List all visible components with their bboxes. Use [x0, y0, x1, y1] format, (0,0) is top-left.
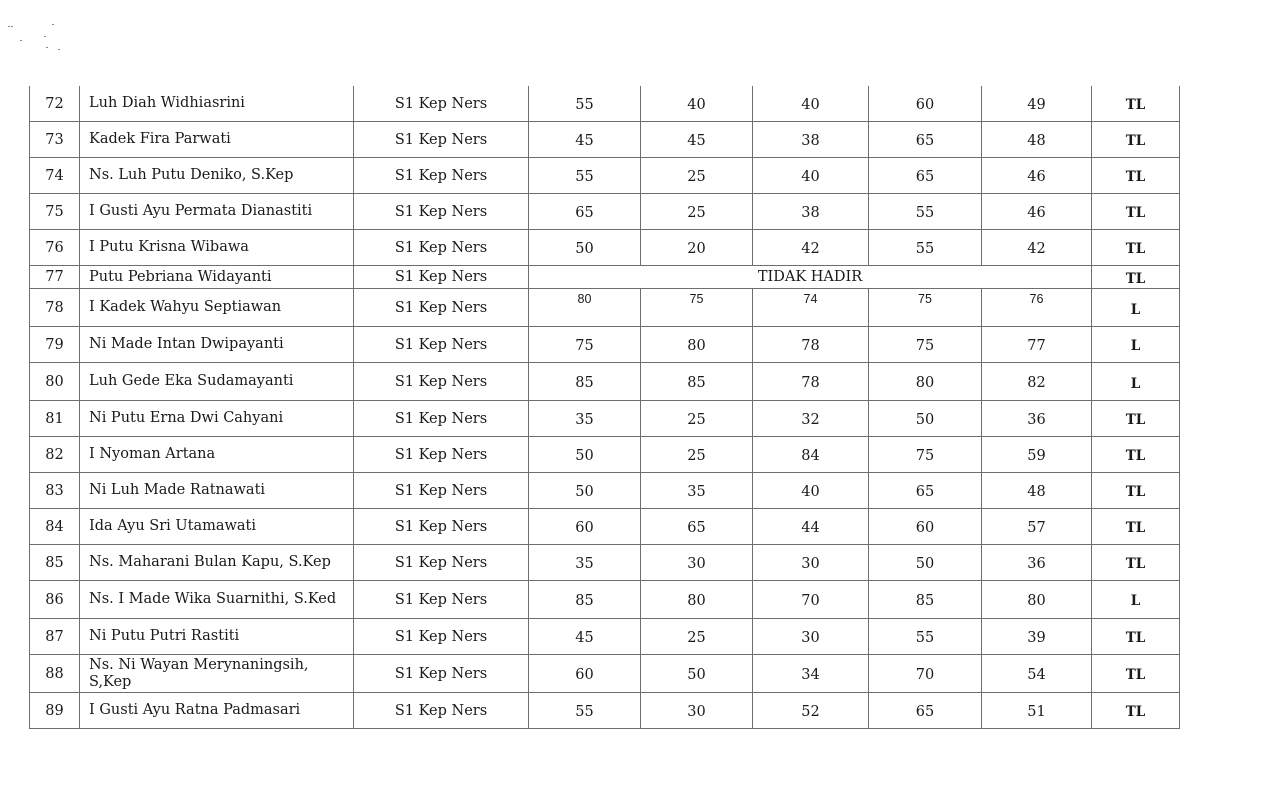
status-badge: L [1092, 327, 1180, 363]
score-1: 60 [529, 655, 641, 693]
table-row [30, 230, 1180, 266]
student-name: Ni Putu Erna Dwi Cahyani [80, 401, 354, 437]
study-program: S1 Kep Ners [354, 401, 529, 437]
row-number: 89 [30, 693, 80, 729]
score-1: 50 [529, 230, 641, 266]
status-badge: TL [1092, 122, 1180, 158]
score-3: 30 [753, 619, 869, 655]
study-program: S1 Kep Ners [354, 289, 529, 327]
score-3: 70 [753, 581, 869, 619]
score-4: 80 [869, 363, 982, 401]
score-2: 30 [641, 545, 753, 581]
score-3: 44 [753, 509, 869, 545]
student-name: I Gusti Ayu Permata Dianastiti [80, 194, 354, 230]
status-badge: TL [1092, 86, 1180, 122]
row-number: 86 [30, 581, 80, 619]
score-3: 38 [753, 194, 869, 230]
average-score: 82 [982, 363, 1092, 401]
status-badge: TL [1092, 158, 1180, 194]
absent-label: TIDAK HADIR [529, 266, 1092, 289]
study-program: S1 Kep Ners [354, 363, 529, 401]
score-2: 35 [641, 473, 753, 509]
score-1: 55 [529, 693, 641, 729]
row-number: 79 [30, 327, 80, 363]
score-3: 78 [753, 327, 869, 363]
score-3: 78 [753, 363, 869, 401]
table-row [30, 289, 1180, 327]
table-row [30, 122, 1180, 158]
table-row [30, 655, 1180, 693]
student-name: Luh Gede Eka Sudamayanti [80, 363, 354, 401]
score-3: 74 [753, 289, 869, 327]
average-score: 48 [982, 473, 1092, 509]
student-name: I Kadek Wahyu Septiawan [80, 289, 354, 327]
score-3: 30 [753, 545, 869, 581]
row-number: 87 [30, 619, 80, 655]
status-badge: TL [1092, 230, 1180, 266]
student-name: Ns. Ni Wayan Merynaningsih, S,Kep [80, 655, 354, 693]
student-name: I Putu Krisna Wibawa [80, 230, 354, 266]
score-1: 50 [529, 437, 641, 473]
study-program: S1 Kep Ners [354, 194, 529, 230]
row-number: 75 [30, 194, 80, 230]
score-1: 55 [529, 158, 641, 194]
status-badge: TL [1092, 266, 1180, 289]
table-row [30, 581, 1180, 619]
study-program: S1 Kep Ners [354, 266, 529, 289]
score-1: 35 [529, 401, 641, 437]
score-2: 45 [641, 122, 753, 158]
row-number: 73 [30, 122, 80, 158]
study-program: S1 Kep Ners [354, 230, 529, 266]
row-number: 80 [30, 363, 80, 401]
average-score: 39 [982, 619, 1092, 655]
student-name: I Nyoman Artana [80, 437, 354, 473]
study-program: S1 Kep Ners [354, 693, 529, 729]
average-score: 46 [982, 158, 1092, 194]
table-row [30, 194, 1180, 230]
student-name: Ns. Luh Putu Deniko, S.Kep [80, 158, 354, 194]
average-score: 54 [982, 655, 1092, 693]
average-score: 42 [982, 230, 1092, 266]
score-1: 80 [529, 289, 641, 327]
study-program: S1 Kep Ners [354, 509, 529, 545]
score-2: 80 [641, 581, 753, 619]
table-row [30, 545, 1180, 581]
student-name: Ni Putu Putri Rastiti [80, 619, 354, 655]
average-score: 36 [982, 545, 1092, 581]
score-2: 25 [641, 194, 753, 230]
study-program: S1 Kep Ners [354, 158, 529, 194]
status-badge: L [1092, 289, 1180, 327]
score-3: 40 [753, 86, 869, 122]
score-3: 38 [753, 122, 869, 158]
average-score: 80 [982, 581, 1092, 619]
status-badge: TL [1092, 194, 1180, 230]
score-4: 60 [869, 86, 982, 122]
score-1: 45 [529, 122, 641, 158]
status-badge: TL [1092, 655, 1180, 693]
table-row [30, 363, 1180, 401]
score-2: 25 [641, 401, 753, 437]
score-4: 65 [869, 158, 982, 194]
study-program: S1 Kep Ners [354, 655, 529, 693]
student-name: I Gusti Ayu Ratna Padmasari [80, 693, 354, 729]
score-1: 85 [529, 363, 641, 401]
table-row [30, 86, 1180, 122]
row-number: 72 [30, 86, 80, 122]
score-2: 25 [641, 158, 753, 194]
status-badge: L [1092, 363, 1180, 401]
table-row [30, 327, 1180, 363]
score-3: 84 [753, 437, 869, 473]
score-4: 75 [869, 327, 982, 363]
student-name: Putu Pebriana Widayanti [80, 266, 354, 289]
table-row [30, 266, 1180, 289]
score-3: 32 [753, 401, 869, 437]
average-score: 51 [982, 693, 1092, 729]
study-program: S1 Kep Ners [354, 437, 529, 473]
row-number: 83 [30, 473, 80, 509]
status-badge: L [1092, 581, 1180, 619]
score-2: 25 [641, 437, 753, 473]
grades-body [30, 86, 1180, 729]
average-score: 77 [982, 327, 1092, 363]
table-row [30, 437, 1180, 473]
student-name: Ns. I Made Wika Suarnithi, S.Ked [80, 581, 354, 619]
average-score: 59 [982, 437, 1092, 473]
score-3: 34 [753, 655, 869, 693]
score-4: 75 [869, 437, 982, 473]
score-2: 65 [641, 509, 753, 545]
table-row [30, 693, 1180, 729]
score-2: 20 [641, 230, 753, 266]
score-3: 40 [753, 158, 869, 194]
row-number: 81 [30, 401, 80, 437]
student-name: Kadek Fira Parwati [80, 122, 354, 158]
score-1: 85 [529, 581, 641, 619]
row-number: 88 [30, 655, 80, 693]
table-row [30, 401, 1180, 437]
grades-table [29, 86, 1180, 729]
average-score: 49 [982, 86, 1092, 122]
row-number: 84 [30, 509, 80, 545]
status-badge: TL [1092, 437, 1180, 473]
score-4: 70 [869, 655, 982, 693]
score-1: 50 [529, 473, 641, 509]
study-program: S1 Kep Ners [354, 581, 529, 619]
status-badge: TL [1092, 401, 1180, 437]
scan-specks [6, 22, 66, 52]
score-3: 42 [753, 230, 869, 266]
score-4: 55 [869, 230, 982, 266]
score-1: 65 [529, 194, 641, 230]
status-badge: TL [1092, 473, 1180, 509]
status-badge: TL [1092, 693, 1180, 729]
student-name: Ni Luh Made Ratnawati [80, 473, 354, 509]
score-4: 85 [869, 581, 982, 619]
student-name: Ni Made Intan Dwipayanti [80, 327, 354, 363]
status-badge: TL [1092, 545, 1180, 581]
score-1: 45 [529, 619, 641, 655]
row-number: 74 [30, 158, 80, 194]
row-number: 85 [30, 545, 80, 581]
score-4: 55 [869, 194, 982, 230]
score-1: 60 [529, 509, 641, 545]
score-1: 35 [529, 545, 641, 581]
score-3: 52 [753, 693, 869, 729]
average-score: 48 [982, 122, 1092, 158]
status-badge: TL [1092, 619, 1180, 655]
average-score: 76 [982, 289, 1092, 327]
score-3: 40 [753, 473, 869, 509]
score-4: 60 [869, 509, 982, 545]
student-name: Luh Diah Widhiasrini [80, 86, 354, 122]
average-score: 36 [982, 401, 1092, 437]
study-program: S1 Kep Ners [354, 619, 529, 655]
student-name: Ns. Maharani Bulan Kapu, S.Kep [80, 545, 354, 581]
score-4: 55 [869, 619, 982, 655]
study-program: S1 Kep Ners [354, 122, 529, 158]
study-program: S1 Kep Ners [354, 473, 529, 509]
score-4: 65 [869, 473, 982, 509]
score-1: 75 [529, 327, 641, 363]
score-4: 75 [869, 289, 982, 327]
score-2: 85 [641, 363, 753, 401]
average-score: 57 [982, 509, 1092, 545]
row-number: 78 [30, 289, 80, 327]
table-row [30, 473, 1180, 509]
student-name: Ida Ayu Sri Utamawati [80, 509, 354, 545]
score-4: 50 [869, 401, 982, 437]
study-program: S1 Kep Ners [354, 545, 529, 581]
score-2: 75 [641, 289, 753, 327]
score-4: 50 [869, 545, 982, 581]
score-1: 55 [529, 86, 641, 122]
row-number: 76 [30, 230, 80, 266]
score-2: 25 [641, 619, 753, 655]
study-program: S1 Kep Ners [354, 327, 529, 363]
table-row [30, 158, 1180, 194]
score-2: 80 [641, 327, 753, 363]
table-row [30, 619, 1180, 655]
row-number: 82 [30, 437, 80, 473]
average-score: 46 [982, 194, 1092, 230]
score-2: 40 [641, 86, 753, 122]
score-2: 30 [641, 693, 753, 729]
row-number: 77 [30, 266, 80, 289]
study-program: S1 Kep Ners [354, 86, 529, 122]
table-row [30, 509, 1180, 545]
score-2: 50 [641, 655, 753, 693]
status-badge: TL [1092, 509, 1180, 545]
score-4: 65 [869, 122, 982, 158]
score-4: 65 [869, 693, 982, 729]
